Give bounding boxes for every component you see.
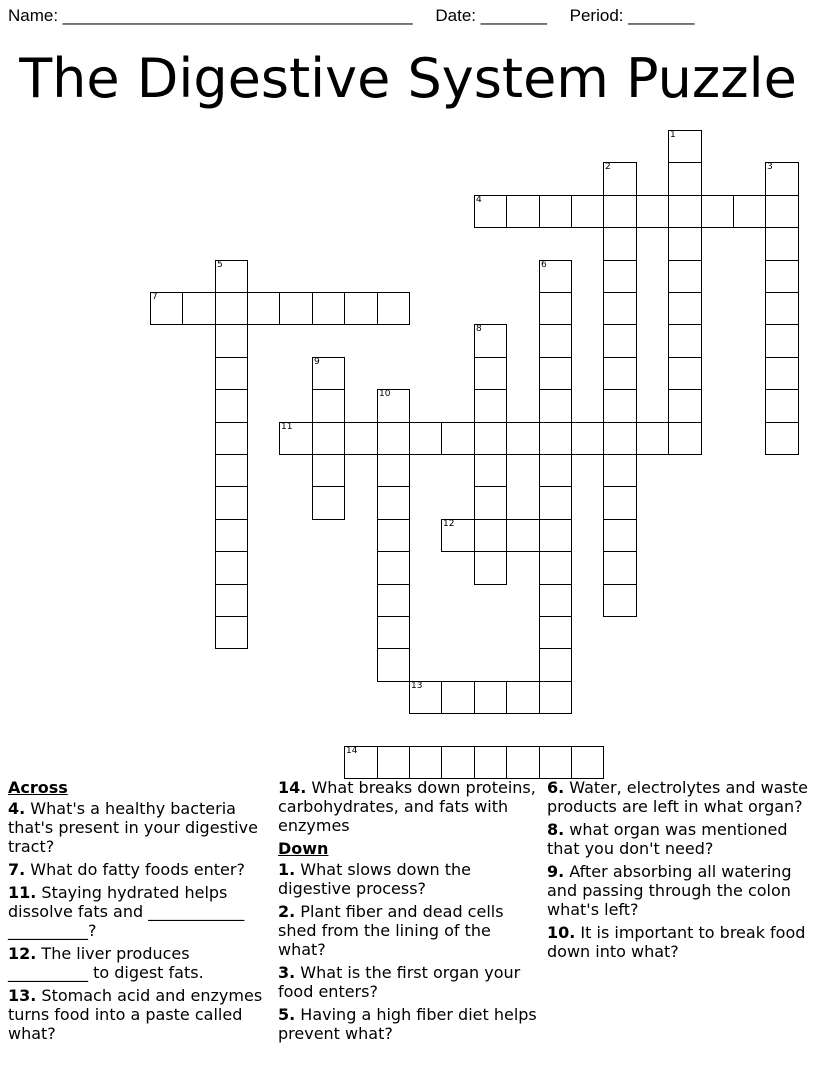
grid-cell[interactable] (539, 357, 572, 390)
clue-text: Stomach acid and enzymes turns food into a paste called what? (8, 986, 263, 1043)
clue-text: The liver produces __________ to digest fats. (8, 944, 204, 982)
grid-cell[interactable] (474, 195, 507, 228)
grid-cell[interactable] (474, 746, 507, 779)
grid-cell[interactable] (539, 486, 572, 520)
page-title: The Digestive System Puzzle (19, 47, 797, 110)
grid-cell[interactable] (312, 454, 345, 487)
cell-number: 12 (443, 519, 455, 529)
clue-number: 2. (278, 902, 296, 921)
grid-cell[interactable] (312, 422, 345, 455)
grid-cell[interactable] (603, 227, 637, 261)
period-field[interactable]: Period: _______ (569, 6, 695, 25)
grid-cell[interactable] (765, 357, 799, 390)
cell-number: 3 (767, 162, 773, 172)
clue-text: What is the first organ your food enters? (278, 963, 521, 1001)
clue-text: Having a high fiber diet helps prevent what? (278, 1005, 537, 1043)
grid-cell[interactable] (668, 227, 702, 261)
cell-number: 10 (379, 389, 391, 399)
clue-number: 7. (8, 860, 26, 879)
clue-text: what organ was mentioned that you don't need? (547, 820, 788, 858)
cell-number: 5 (217, 260, 223, 270)
grid-cell[interactable] (603, 292, 637, 325)
grid-cell[interactable] (377, 616, 410, 649)
grid-cell[interactable] (603, 324, 637, 358)
grid-cell[interactable] (312, 389, 345, 423)
grid-cell[interactable] (668, 389, 702, 423)
grid-cell[interactable] (344, 746, 378, 779)
grid-cell[interactable] (765, 389, 799, 423)
grid-cell[interactable] (215, 551, 248, 585)
clue (547, 778, 809, 816)
grid-cell[interactable] (377, 551, 410, 585)
grid-cell[interactable] (215, 616, 248, 649)
clue-number: 6. (547, 778, 565, 797)
grid-cell[interactable] (441, 681, 475, 714)
grid-cell[interactable] (474, 681, 507, 714)
clue-text: What breaks down proteins, carbohydrates, and fats with enzymes (278, 778, 536, 835)
clue-text: Water, electrolytes and waste products are left in what organ? (547, 778, 808, 816)
grid-cell[interactable] (765, 162, 799, 196)
grid-cell[interactable] (409, 681, 442, 714)
clue-number: 13. (8, 986, 37, 1005)
grid-cell[interactable] (215, 292, 248, 325)
grid-cell[interactable] (377, 422, 410, 455)
cell-number: 9 (314, 357, 320, 367)
grid-cell[interactable] (377, 648, 410, 682)
grid-cell[interactable] (539, 746, 572, 779)
clue (547, 820, 809, 858)
clue-number: 8. (547, 820, 565, 839)
clue (278, 963, 540, 1001)
grid-cell[interactable] (603, 584, 637, 617)
grid-cell[interactable] (603, 162, 637, 196)
grid-cell[interactable] (603, 195, 637, 228)
grid-cell[interactable] (603, 389, 637, 423)
grid-cell[interactable] (474, 389, 507, 423)
grid-cell[interactable] (215, 454, 248, 487)
grid-cell[interactable] (215, 357, 248, 390)
clue (8, 799, 270, 856)
clue (547, 862, 809, 919)
grid-cell[interactable] (344, 422, 378, 455)
grid-cell[interactable] (539, 260, 572, 293)
grid-cell[interactable] (377, 389, 410, 423)
clue-number: 10. (547, 923, 576, 942)
clue-text: Staying hydrated helps dissolve fats and ____________ __________? (8, 883, 245, 940)
grid-cell[interactable] (215, 519, 248, 552)
grid-cell[interactable] (474, 519, 507, 552)
grid-cell[interactable] (409, 422, 442, 455)
clue (8, 860, 270, 879)
grid-cell[interactable] (506, 519, 540, 552)
grid-cell[interactable] (603, 551, 637, 585)
grid-cell[interactable] (539, 292, 572, 325)
cell-number: 13 (411, 681, 423, 691)
cell-number: 8 (476, 324, 482, 334)
clue-number: 1. (278, 860, 296, 879)
grid-cell[interactable] (765, 292, 799, 325)
grid-cell[interactable] (377, 486, 410, 520)
clue (8, 986, 270, 1043)
cell-number: 11 (281, 422, 293, 432)
clue (8, 944, 270, 982)
grid-cell[interactable] (377, 584, 410, 617)
grid-cell[interactable] (603, 519, 637, 552)
grid-cell[interactable] (441, 746, 475, 779)
grid-cell[interactable] (603, 357, 637, 390)
grid-cell[interactable] (377, 746, 410, 779)
grid-cell[interactable] (409, 746, 442, 779)
grid-cell[interactable] (539, 324, 572, 358)
clue-text: What's a healthy bacteria that's present in your digestive tract? (8, 799, 258, 856)
grid-cell[interactable] (215, 260, 248, 293)
grid-cell[interactable] (506, 746, 540, 779)
clue (547, 923, 809, 961)
grid-cell[interactable] (603, 260, 637, 293)
grid-cell[interactable] (603, 486, 637, 520)
clue-text: What do fatty foods enter? (25, 860, 245, 879)
across-heading: Across (8, 778, 68, 797)
grid-cell[interactable] (668, 130, 702, 163)
date-field[interactable]: Date: _______ (435, 6, 547, 25)
grid-cell[interactable] (765, 422, 799, 455)
grid-cell[interactable] (571, 422, 604, 455)
grid-cell[interactable] (312, 357, 345, 390)
name-field[interactable]: Name: _____________________________________ (8, 6, 413, 25)
grid-cell[interactable] (150, 292, 183, 325)
clue-number: 14. (278, 778, 307, 797)
grid-cell[interactable] (668, 195, 702, 228)
clues-column-3 (547, 778, 809, 965)
grid-cell[interactable] (603, 422, 637, 455)
grid-cell[interactable] (539, 454, 572, 487)
clues-column-1 (8, 778, 270, 1047)
grid-cell[interactable] (539, 616, 572, 649)
grid-cell[interactable] (441, 422, 475, 455)
grid-cell[interactable] (279, 292, 313, 325)
grid-cell[interactable] (636, 422, 669, 455)
grid-cell[interactable] (377, 292, 410, 325)
grid-cell[interactable] (765, 324, 799, 358)
clue-number: 3. (278, 963, 296, 982)
cell-number: 1 (670, 130, 676, 140)
clue-text: After absorbing all watering and passing through the colon what's left? (547, 862, 792, 919)
clue-text: What slows down the digestive process? (278, 860, 472, 898)
grid-cell[interactable] (539, 422, 572, 455)
clue-number: 12. (8, 944, 37, 963)
grid-cell[interactable] (539, 389, 572, 423)
grid-cell[interactable] (539, 551, 572, 585)
clues-column-2 (278, 778, 540, 1047)
grid-cell[interactable] (539, 681, 572, 714)
grid-cell[interactable] (571, 195, 604, 228)
cell-number: 14 (346, 746, 358, 756)
grid-cell[interactable] (765, 195, 799, 228)
grid-cell[interactable] (701, 195, 734, 228)
clue (278, 860, 540, 898)
grid-cell[interactable] (506, 422, 540, 455)
grid-cell[interactable] (506, 195, 540, 228)
grid-cell[interactable] (539, 584, 572, 617)
grid-cell[interactable] (668, 162, 702, 196)
grid-cell[interactable] (539, 648, 572, 682)
grid-cell[interactable] (441, 519, 475, 552)
clue (278, 778, 540, 835)
grid-cell[interactable] (474, 357, 507, 390)
grid-cell[interactable] (279, 422, 313, 455)
clue-text: It is important to break food down into what? (547, 923, 806, 961)
grid-cell[interactable] (474, 551, 507, 585)
grid-cell[interactable] (215, 422, 248, 455)
clue-number: 9. (547, 862, 565, 881)
down-heading: Down (278, 839, 329, 858)
grid-cell[interactable] (215, 389, 248, 423)
grid-cell[interactable] (247, 292, 280, 325)
cell-number: 6 (541, 260, 547, 270)
grid-cell[interactable] (506, 681, 540, 714)
grid-cell[interactable] (474, 324, 507, 358)
grid-cell[interactable] (539, 519, 572, 552)
grid-cell[interactable] (571, 746, 604, 779)
grid-cell[interactable] (474, 454, 507, 487)
clue-number: 5. (278, 1005, 296, 1024)
cell-number: 7 (152, 292, 158, 302)
cell-number: 2 (605, 162, 611, 172)
grid-cell[interactable] (312, 292, 345, 325)
grid-cell[interactable] (765, 260, 799, 293)
clue (8, 883, 270, 940)
clue-number: 4. (8, 799, 26, 818)
grid-cell[interactable] (377, 519, 410, 552)
grid-cell[interactable] (344, 292, 378, 325)
grid-cell[interactable] (668, 422, 702, 455)
clue (278, 1005, 540, 1043)
grid-cell[interactable] (215, 324, 248, 358)
grid-cell[interactable] (668, 324, 702, 358)
grid-cell[interactable] (668, 357, 702, 390)
clue-number: 11. (8, 883, 37, 902)
grid-cell[interactable] (474, 422, 507, 455)
grid-cell[interactable] (182, 292, 216, 325)
grid-cell[interactable] (312, 486, 345, 520)
cell-number: 4 (476, 195, 482, 205)
grid-cell[interactable] (215, 486, 248, 520)
grid-cell[interactable] (215, 584, 248, 617)
grid-cell[interactable] (539, 195, 572, 228)
grid-cell[interactable] (733, 195, 766, 228)
grid-cell[interactable] (765, 227, 799, 261)
grid-cell[interactable] (668, 292, 702, 325)
grid-cell[interactable] (668, 260, 702, 293)
grid-cell[interactable] (636, 195, 669, 228)
clue (278, 902, 540, 959)
grid-cell[interactable] (377, 454, 410, 487)
grid-cell[interactable] (603, 454, 637, 487)
clue-text: Plant fiber and dead cells shed from the lining of the what? (278, 902, 504, 959)
grid-cell[interactable] (474, 486, 507, 520)
